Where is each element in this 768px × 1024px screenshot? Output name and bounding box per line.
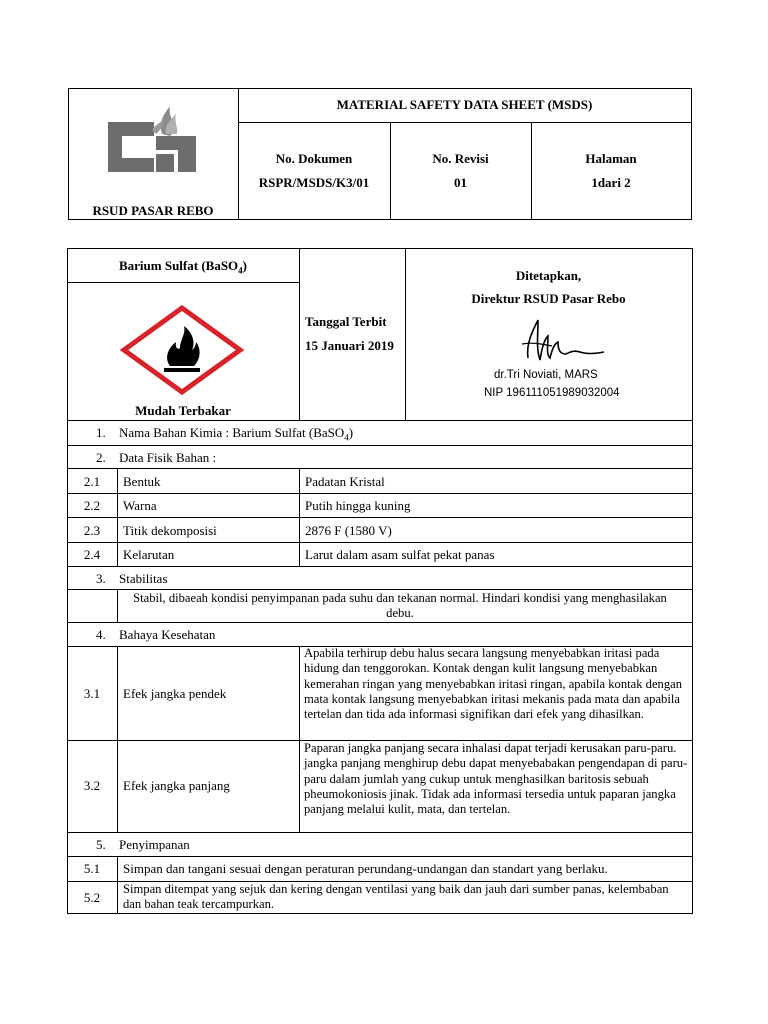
approved-label: Ditetapkan,	[515, 268, 582, 283]
row-2-1-number: 2.1	[83, 474, 101, 489]
row-2-3-value: 2876 F (1580 V)	[305, 523, 392, 538]
signer-nip: NIP 196111051989032004	[484, 387, 620, 399]
section-3-title: Stabilitas	[119, 571, 168, 586]
page-value: 1dari 2	[591, 175, 631, 190]
chemical-name-title	[67, 258, 299, 279]
section-1-close-paren: )	[348, 425, 354, 440]
row-2-3-number: 2.3	[83, 523, 101, 538]
row-5-1-text: Simpan dan tangani sesuai dengan peraturan perundang-undangan dan standart yang berlaku.	[123, 861, 608, 876]
row-2-3-label: Titik dekomposisi	[123, 523, 217, 538]
doc-number-value: RSPR/MSDS/K3/01	[258, 175, 370, 190]
row-2-1-label: Bentuk	[123, 474, 161, 489]
doc-number-label: No. Dokumen	[275, 151, 353, 166]
row-3-2-text: Paparan jangka panjang secara inhalasi dapat terjadi kerusakan paru-paru. jangka panjang menghirup debu dapat menyebabakan pengendapan di paru-paru dalam jumlah yang cukup untuk menghasilkan baritosis sebuah pheumokoniosis jinak. Tidak ada informasi tersedia untuk paparan jangka panjang melalui kulit, mata, dan tertelan.	[304, 741, 688, 817]
revision-label: No. Revisi	[432, 151, 489, 166]
row-2-4-value: Larut dalam asam sulfat pekat panas	[305, 547, 495, 562]
section-1-subscript: 4	[344, 432, 349, 443]
row-5-2-number: 5.2	[83, 890, 101, 905]
row-5-2-text: Simpan ditempat yang sejuk dan kering dengan ventilasi yang baik dan jauh dari sumber panas, kelembaban dan bahan teak tercampurkan.	[123, 882, 669, 912]
section-4-title: Bahaya Kesehatan	[119, 627, 216, 642]
row-2-4-label: Kelarutan	[123, 547, 175, 562]
row-2-1-value: Padatan Kristal	[305, 474, 385, 489]
section-4-number: 4.	[96, 627, 106, 642]
section-5-title: Penyimpanan	[119, 837, 190, 852]
row-3-1-label: Efek jangka pendek	[123, 686, 227, 701]
row-2-2-label: Warna	[123, 498, 157, 513]
page-label: Halaman	[585, 151, 637, 166]
signer-name: dr.Tri Noviati, MARS	[494, 369, 598, 381]
chemical-name-text: Barium Sulfat (BaSO	[118, 258, 239, 273]
hazard-label: Mudah Terbakar	[135, 403, 231, 418]
section-2-number: 2.	[96, 450, 106, 465]
row-5-1-number: 5.1	[83, 861, 101, 876]
row-2-2-value: Putih hingga kuning	[305, 498, 411, 513]
document-title: MATERIAL SAFETY DATA SHEET (MSDS)	[336, 97, 593, 112]
section-3-number: 3.	[96, 571, 106, 586]
signature-image	[508, 314, 608, 370]
chemical-close-paren: )	[242, 258, 248, 273]
hospital-logo	[104, 100, 200, 178]
section-2-title: Data Fisik Bahan :	[119, 450, 217, 465]
institution-name: RSUD PASAR REBO	[92, 203, 214, 218]
row-3-1-text: Apabila terhirup debu halus secara langsung menyebabkan iritasi pada hidung dan tenggorokan. Kontak dengan kulit langsung menyebabkan kemerahan ringan yang menyebabkan iritasi ringan, apabila kontak dengan mata kontak langsung menyebabkan iritasi mekanis pada mata dan apabila tertelan dan tida ada informasi signifikan dari efek yang dihasilkan.	[304, 646, 683, 722]
row-2-4-number: 2.4	[83, 547, 101, 562]
section-1-title	[119, 425, 353, 446]
issue-date-value: 15 Januari 2019	[305, 338, 394, 353]
row-3-2-label: Efek jangka panjang	[123, 778, 230, 793]
revision-value: 01	[454, 175, 467, 190]
section-1-label: Nama Bahan Kimia : Barium Sulfat (BaSO	[119, 425, 345, 440]
row-3-1-number: 3.1	[83, 686, 101, 701]
chemical-subscript: 4	[238, 265, 243, 276]
section-1-number: 1.	[96, 425, 106, 440]
issue-date-label: Tanggal Terbit	[305, 314, 387, 329]
row-2-2-number: 2.2	[83, 498, 101, 513]
section-5-number: 5.	[96, 837, 106, 852]
stability-text: Stabil, dibaeah kondisi penyimpanan pada suhu dan tekanan normal. Hindari kondisi yang menghasilakan debu.	[133, 591, 667, 621]
director-label: Direktur RSUD Pasar Rebo	[471, 291, 626, 306]
row-3-2-number: 3.2	[83, 778, 101, 793]
flammable-hazard-icon	[120, 304, 244, 396]
